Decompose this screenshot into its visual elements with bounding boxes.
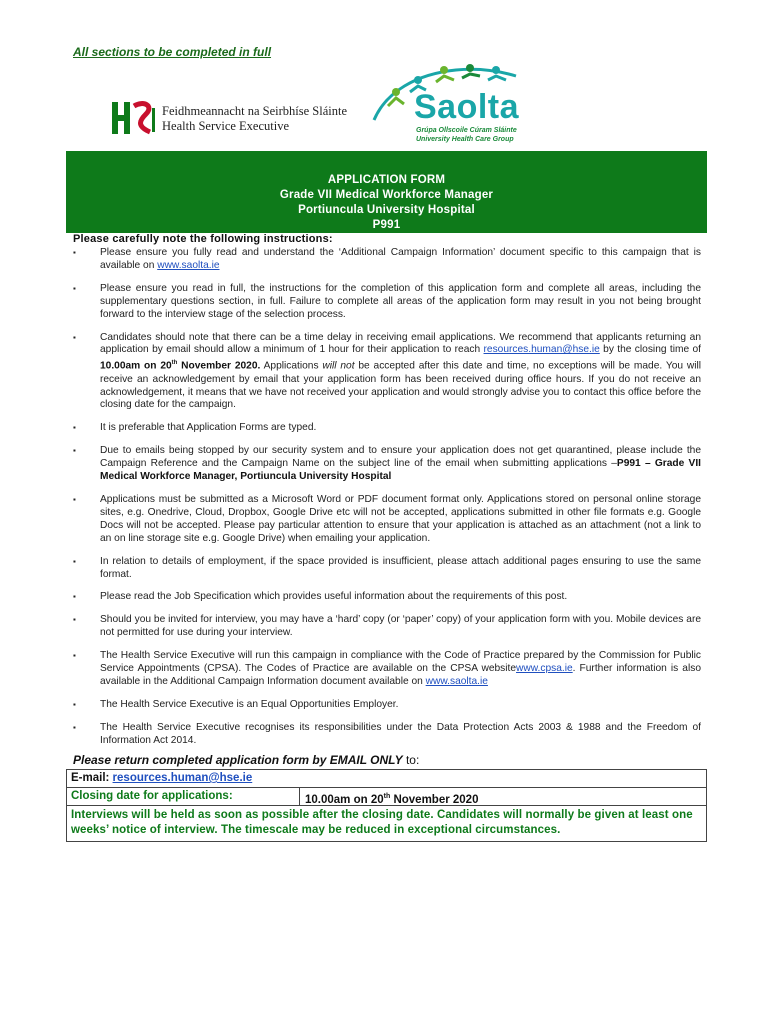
instruction-text: It is preferable that Application Forms are typed. — [100, 422, 317, 434]
closing-value — [299, 788, 478, 805]
saolta-wordmark: Saolta — [414, 88, 520, 126]
instruction-text: The Health Service Executive recognises its responsibilities under the Data Protection Acts 2003 & 1988 and the Freedom of Information Act 2014. — [100, 721, 701, 746]
hse-line-english: Health Service Executive — [162, 119, 290, 133]
bullet-icon: ▪ — [73, 494, 76, 504]
closing-value-time: 10.00am on 20 — [305, 793, 384, 806]
form-reference: P991 — [372, 219, 401, 231]
hse-logo — [110, 98, 348, 142]
closing-value-sup: th — [383, 793, 391, 800]
interview-note: Interviews will be held as soon as possible after the closing date. Candidates will normally be given at least one weeks’ notice of interview. The timescale may be reduced in exceptional circumstances. — [71, 809, 693, 836]
instruction-item — [73, 445, 701, 484]
notice-heading: All sections to be completed in full — [73, 45, 272, 59]
form-hospital: Portiuncula University Hospital — [298, 204, 475, 216]
bullet-icon: ▪ — [73, 699, 76, 709]
instruction-item — [73, 556, 701, 582]
instruction-item — [73, 614, 701, 640]
bullet-icon: ▪ — [73, 615, 76, 625]
email-label: E-mail: — [71, 772, 113, 784]
closing-date: November 2020. — [177, 360, 261, 372]
contact-table — [66, 769, 707, 842]
saolta-subtitle-irish: Grúpa Ollscoile Cúram Sláinte — [416, 127, 517, 134]
instruction-item — [73, 247, 701, 273]
will-not-emphasis: will not — [322, 360, 355, 372]
return-to: to: — [402, 753, 420, 767]
saolta-subtitle-english: University Health Care Group — [416, 136, 514, 143]
bullet-icon: ▪ — [73, 556, 76, 566]
bullet-icon: ▪ — [73, 332, 76, 342]
instruction-text: The Health Service Executive will run this campaign in compliance with the Code of Practice prepared by the Commission for Public Service Appointments (CPSA). The Codes of Practice are available on the CPSA website — [100, 650, 701, 675]
instruction-item — [73, 494, 701, 546]
saolta-logo — [366, 62, 536, 152]
return-instructions — [73, 753, 419, 767]
contact-email-link[interactable]: resources.human@hse.ie — [112, 772, 253, 784]
instruction-text: Applications — [260, 360, 323, 372]
saolta-link[interactable]: www.saolta.ie — [425, 675, 488, 687]
instruction-item — [73, 650, 701, 689]
instruction-text: The Health Service Executive is an Equal Opportunities Employer. — [100, 698, 399, 710]
instruction-text: . Further information is also available in the Additional Campaign Information document available on — [100, 663, 701, 687]
bullet-icon: ▪ — [73, 283, 76, 293]
instruction-item — [73, 332, 701, 413]
instruction-text: Please read the Job Specification which provides useful information about the requirements of this post. — [100, 591, 568, 603]
hse-line-irish: Feidhmeannacht na Seirbhíse Sláinte — [162, 104, 348, 118]
saolta-subtitle — [416, 126, 517, 144]
email-link[interactable]: resources.human@hse.ie — [483, 344, 600, 356]
instruction-item — [73, 591, 701, 604]
closing-time: 10.00am on 20 — [100, 360, 172, 372]
campaign-subject: P991 – Grade VII Medical Workforce Manager, Portiuncula University Hospital — [100, 458, 701, 483]
instruction-item — [73, 283, 701, 322]
instruction-item — [73, 722, 701, 748]
instruction-text: by the closing time of — [599, 344, 702, 356]
bullet-icon: ▪ — [73, 722, 76, 732]
instruction-text: Applications must be submitted as a Microsoft Word or PDF document format only. Applications stored on personal online storage sites, e.g. Onedrive, Cloud, Dropbox, Google Drive etc will not be accepted, applications submitted in other file formats e.g. Google Docs will not be accepted. Please pay particular attention to ensure that your application is attached as an attachment (not a link to an on line storage site e.g. Google Drive) when emailing your application. — [100, 493, 701, 544]
bullet-icon: ▪ — [73, 651, 76, 661]
bullet-icon: ▪ — [73, 423, 76, 433]
cpsa-link[interactable]: www.cpsa.ie — [516, 663, 573, 675]
instruction-text: Please ensure you fully read and understand the ‘Additional Campaign Information’ document specific to this campaign that is available on — [100, 247, 701, 271]
hse-mark-icon — [110, 98, 160, 138]
email-row — [67, 770, 706, 788]
form-role: Grade VII Medical Workforce Manager — [279, 189, 494, 201]
instruction-text: Should you be invited for interview, you may have a ‘hard’ copy (or ‘paper’ copy) of your application form with you. Mobile devices are not permitted for use during your interview. — [100, 614, 701, 639]
saolta-link[interactable]: www.saolta.ie — [157, 259, 220, 271]
closing-sup: th — [171, 360, 178, 367]
instruction-item — [73, 422, 701, 435]
form-title: APPLICATION FORM — [327, 174, 446, 186]
closing-value-rest: November 2020 — [390, 793, 479, 806]
closing-row — [67, 788, 706, 806]
instruction-text: Please ensure you read in full, the instructions for the completion of this application form and complete all areas, including the supplementary questions section, in full. Failure to complete all areas of the application form may result in you not being brought forward to the interview stage of the selection process. — [100, 282, 701, 320]
bullet-icon: ▪ — [73, 248, 76, 257]
instruction-text: Due to emails being stopped by our security system and to ensure your application does not get quarantined, please include the Campaign Reference and the Campaign Name on the subject line of the email when submitting applications – — [100, 445, 701, 470]
closing-label: Closing date for applications: — [71, 790, 233, 802]
instruction-item — [73, 699, 701, 712]
instruction-text: Candidates should note that there can be a time delay in receiving email applications. We recommend that applicants returning an application by email should allow a minimum of 1 hour for their application to reach — [100, 331, 701, 356]
instructions-list — [73, 247, 701, 748]
form-title-banner — [66, 151, 707, 233]
instruction-text: be accepted after this date and time, no exceptions will be made. You will receive an acknowledgement by email that your application form has been received during office hours. If you do not receive an acknowledgement, it means that we have not received your application and would strongly advise you to contact this office before the closing date for the campaign. — [100, 360, 702, 411]
instructions-heading: Please carefully note the following instructions: — [73, 233, 333, 245]
bullet-icon: ▪ — [73, 446, 76, 456]
hse-wordmark — [162, 104, 347, 134]
bullet-icon: ▪ — [73, 592, 76, 602]
instruction-text: In relation to details of employment, if the space provided is insufficient, please attach additional pages ensuring to use the same format. — [100, 555, 701, 580]
return-main: Please return completed application form by EMAIL ONLY — [73, 753, 403, 767]
